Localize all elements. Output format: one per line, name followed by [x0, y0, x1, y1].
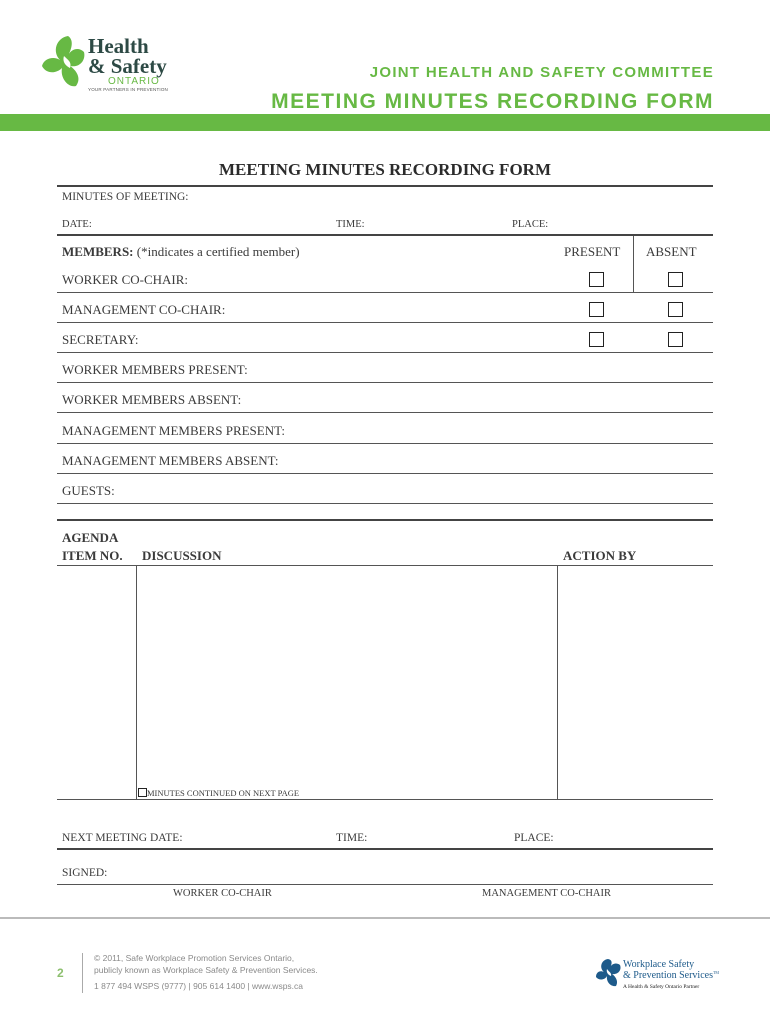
place-label: PLACE: — [512, 219, 549, 230]
members-label-strong: MEMBERS: — [62, 244, 134, 259]
footer-copyright: © 2011, Safe Workplace Promotion Services Ontario, — [94, 953, 295, 963]
divider — [57, 352, 713, 353]
divider — [57, 473, 713, 474]
trillium-icon — [42, 36, 84, 86]
absent-column-header: ABSENT — [646, 244, 697, 259]
logo-line-2: & Safety — [88, 54, 167, 78]
action-by-area[interactable] — [561, 570, 711, 795]
logo-wordmark — [88, 36, 168, 93]
divider — [57, 412, 713, 413]
form-heading: MEETING MINUTES RECORDING FORM — [271, 90, 714, 113]
header-accent-bar — [0, 114, 770, 131]
secretary-label: SECRETARY: — [62, 332, 139, 347]
worker-co-chair-present-checkbox[interactable] — [589, 272, 604, 287]
divider — [57, 382, 713, 383]
divider — [57, 322, 713, 323]
time-label: TIME: — [336, 219, 365, 230]
action-by-column-header: ACTION BY — [563, 548, 637, 563]
secretary-present-checkbox[interactable] — [589, 332, 604, 347]
management-co-chair-absent-checkbox[interactable] — [668, 302, 683, 317]
minutes-continued-checkbox[interactable] — [138, 788, 147, 797]
next-meeting-time-label: TIME: — [336, 832, 368, 844]
logo-line-3: ONTARIO — [108, 76, 160, 87]
item-no-column-header: ITEM NO. — [62, 548, 123, 563]
date-label: DATE: — [62, 219, 92, 230]
wsps-logo-line-2 — [623, 970, 719, 981]
next-meeting-date-label: NEXT MEETING DATE: — [62, 832, 183, 844]
worker-co-chair-absent-checkbox[interactable] — [668, 272, 683, 287]
worker-members-present-label: WORKER MEMBERS PRESENT: — [62, 362, 248, 377]
wsps-logo-line-2-text: & Prevention Services — [623, 970, 713, 981]
management-members-present-label: MANAGEMENT MEMBERS PRESENT: — [62, 423, 286, 438]
committee-heading: JOINT HEALTH AND SAFETY COMMITTEE — [369, 64, 714, 81]
secretary-absent-checkbox[interactable] — [668, 332, 683, 347]
footer-separator — [82, 953, 83, 993]
worker-co-chair-label: WORKER CO-CHAIR: — [62, 272, 189, 287]
wsps-logo-tm: TM — [712, 970, 719, 975]
divider — [57, 848, 713, 850]
management-co-chair-present-checkbox[interactable] — [589, 302, 604, 317]
members-label — [62, 244, 300, 260]
divider — [57, 234, 713, 236]
minutes-of-meeting-label: MINUTES OF MEETING: — [62, 191, 189, 203]
next-meeting-place-label: PLACE: — [514, 832, 554, 844]
divider — [57, 185, 713, 187]
divider — [57, 443, 713, 444]
members-note: (*indicates a certified member) — [133, 244, 300, 259]
page-number: 2 — [57, 966, 64, 980]
logo-line-1: Health — [88, 34, 149, 58]
divider — [57, 519, 713, 521]
item-no-area[interactable] — [58, 570, 134, 795]
divider — [57, 503, 713, 504]
management-co-chair-label: MANAGEMENT CO-CHAIR: — [62, 302, 226, 317]
page-title: MEETING MINUTES RECORDING FORM — [219, 160, 551, 179]
wsps-logo-line-3: A Health & Safety Ontario Partner — [623, 984, 700, 990]
wsps-logo — [596, 955, 726, 995]
footer-contact: 1 877 494 WSPS (9777) | 905 614 1400 | www.wsps.ca — [94, 981, 304, 991]
column-divider — [633, 236, 634, 293]
worker-members-absent-label: WORKER MEMBERS ABSENT: — [62, 392, 242, 407]
logo-tagline: YOUR PARTNERS IN PREVENTION — [88, 87, 168, 92]
management-members-absent-label: MANAGEMENT MEMBERS ABSENT: — [62, 453, 279, 468]
discussion-column-header: DISCUSSION — [142, 548, 222, 563]
minutes-continued-label: MINUTES CONTINUED ON NEXT PAGE — [147, 788, 300, 798]
wsps-trillium-icon — [596, 959, 621, 986]
divider — [57, 292, 713, 293]
footer-known-as: publicly known as Workplace Safety & Prevention Services. — [94, 965, 318, 975]
signed-label: SIGNED: — [62, 867, 108, 879]
footer-divider — [0, 917, 770, 919]
signature-line — [57, 884, 713, 885]
column-divider — [557, 565, 558, 799]
divider — [57, 565, 713, 566]
wsps-logo-line-1: Workplace Safety — [623, 959, 695, 970]
divider — [57, 799, 713, 800]
worker-co-chair-signature-caption: WORKER CO-CHAIR — [173, 888, 272, 899]
discussion-area[interactable] — [140, 570, 554, 782]
agenda-label: AGENDA — [62, 530, 119, 545]
management-co-chair-signature-caption: MANAGEMENT CO-CHAIR — [482, 888, 612, 899]
guests-label: GUESTS: — [62, 483, 115, 498]
present-column-header: PRESENT — [564, 244, 621, 259]
column-divider — [136, 565, 137, 799]
